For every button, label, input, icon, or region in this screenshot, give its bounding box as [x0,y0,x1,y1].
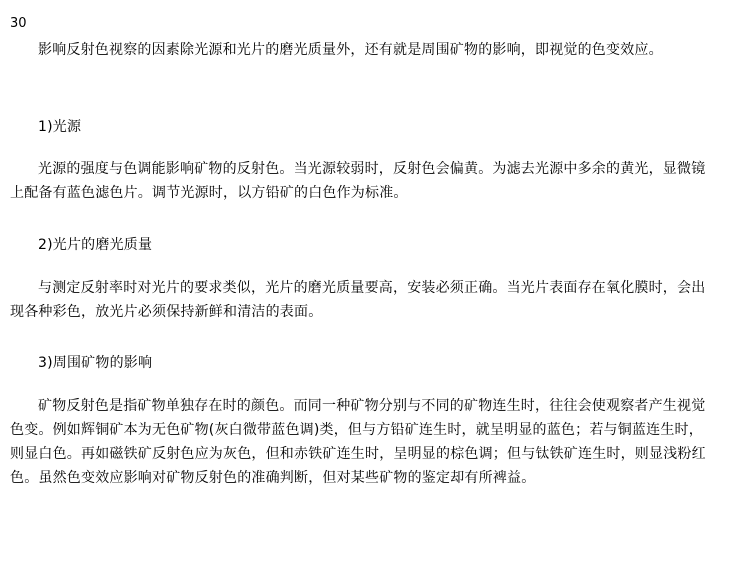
section-heading-light-source: 1)光源 [38,119,82,135]
surrounding-minerals-paragraph: 矿物反射色是指矿物单独存在时的颜色。而同一种矿物分别与不同的矿物连生时，往往会使观察者产生视觉色变。例如辉铜矿本为无色矿物(灰白微带蓝色调)类，但与方铅矿连生时，就呈明显的蓝色；若与铜蓝连生时，则显白色。再如磁铁矿反射色应为灰色，但和赤铁矿连生时，呈明显的棕色调；但与钛铁矿连生时，则显浅粉红色。虽然色变效应影响对矿物反射色的准确判断，但对某些矿物的鉴定却有所裨益。 [10,398,706,486]
section-heading-surrounding-minerals: 3)周围矿物的影响 [38,355,153,371]
page-number: 30 [10,16,27,31]
intro-paragraph: 影响反射色视察的因素除光源和光片的磨光质量外，还有就是周围矿物的影响，即视觉的色变效应。 [38,42,663,58]
polish-quality-paragraph: 与测定反射率时对光片的要求类似，光片的磨光质量要高，安装必须正确。当光片表面存在氧化膜时，会出现各种彩色，放光片必须保持新鲜和清洁的表面。 [10,280,706,320]
light-source-paragraph: 光源的强度与色调能影响矿物的反射色。当光源较弱时，反射色会偏黄。为滤去光源中多余的黄光，显微镜上配备有蓝色滤色片。调节光源时，以方铅矿的白色作为标准。 [10,161,706,201]
section-heading-polish-quality: 2)光片的磨光质量 [38,237,153,253]
